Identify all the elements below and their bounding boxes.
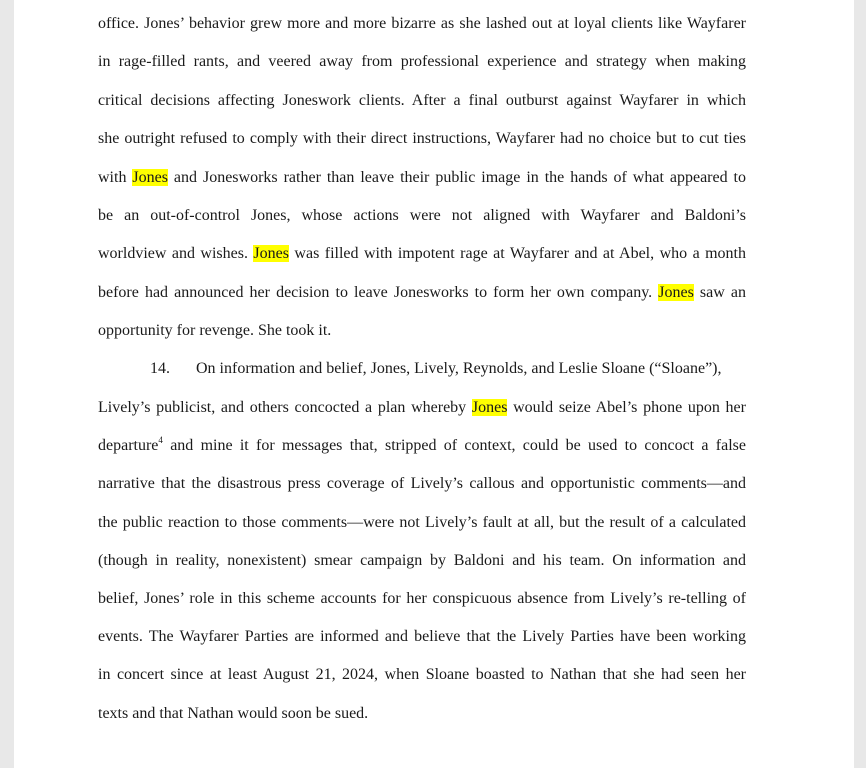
text-line: [98, 283, 746, 303]
text-line: she outright refused to comply with their direct instructions, Wayfarer had no choice but to cut ties: [98, 130, 746, 147]
text-line: in concert since at least August 21, 2024, when Sloane boasted to Nathan that she had seen her: [98, 666, 746, 683]
text-line: [98, 244, 746, 264]
highlighted-text: Jones: [658, 284, 694, 301]
footnote-marker[interactable]: 4: [158, 434, 163, 445]
text-line: [98, 168, 746, 188]
paragraph-number: 14.: [150, 360, 170, 377]
text-line: the public reaction to those comments—were not Lively’s fault at all, but the result of a calculated: [98, 514, 746, 531]
text-segment: would seize Abel’s phone upon her: [507, 399, 746, 416]
highlighted-text: Jones: [471, 399, 508, 416]
text-line: critical decisions affecting Joneswork clients. After a final outburst against Wayfarer in which: [98, 92, 746, 109]
text-segment: departure: [98, 437, 159, 454]
text-segment: and Jonesworks rather than leave their public image in the hands of what appeared to: [167, 169, 746, 186]
document-page: [14, 0, 854, 768]
text-line: [98, 359, 746, 379]
text-line: opportunity for revenge. She took it.: [98, 322, 332, 339]
text-line: in rage-filled rants, and veered away from professional experience and strategy when making: [98, 53, 746, 70]
text-segment: with: [98, 169, 133, 186]
text-segment: On information and belief, Jones, Lively, Reynolds, and Leslie Sloane (“Sloane”),: [196, 360, 722, 377]
text-segment: saw an: [693, 284, 747, 301]
text-line: [98, 436, 746, 456]
text-line: office. Jones’ behavior grew more and more bizarre as she lashed out at loyal clients like Wayfarer: [98, 15, 746, 32]
text-segment: and mine it for messages that, stripped of context, could be used to concoct a false: [162, 437, 746, 454]
text-line: narrative that the disastrous press coverage of Lively’s callous and opportunistic comments—and: [98, 475, 746, 492]
text-line: events. The Wayfarer Parties are informed and believe that the Lively Parties have been working: [98, 628, 746, 645]
text-line: belief, Jones’ role in this scheme accounts for her conspicuous absence from Lively’s re-telling of: [98, 590, 746, 607]
text-segment: was filled with impotent rage at Wayfarer and at Abel, who a month: [288, 245, 746, 262]
text-line: texts and that Nathan would soon be sued.: [98, 705, 369, 722]
text-segment: Lively’s publicist, and others concocted a plan whereby: [98, 399, 472, 416]
text-line: [98, 398, 746, 418]
highlighted-text: Jones: [253, 245, 289, 262]
highlighted-text: Jones: [132, 169, 168, 186]
text-line: be an out-of-control Jones, whose actions were not aligned with Wayfarer and Baldoni’s: [98, 207, 746, 224]
text-segment: before had announced her decision to leave Jonesworks to form her own company.: [98, 284, 659, 301]
text-segment: worldview and wishes.: [98, 245, 254, 262]
text-line: (though in reality, nonexistent) smear campaign by Baldoni and his team. On information and: [98, 552, 746, 569]
